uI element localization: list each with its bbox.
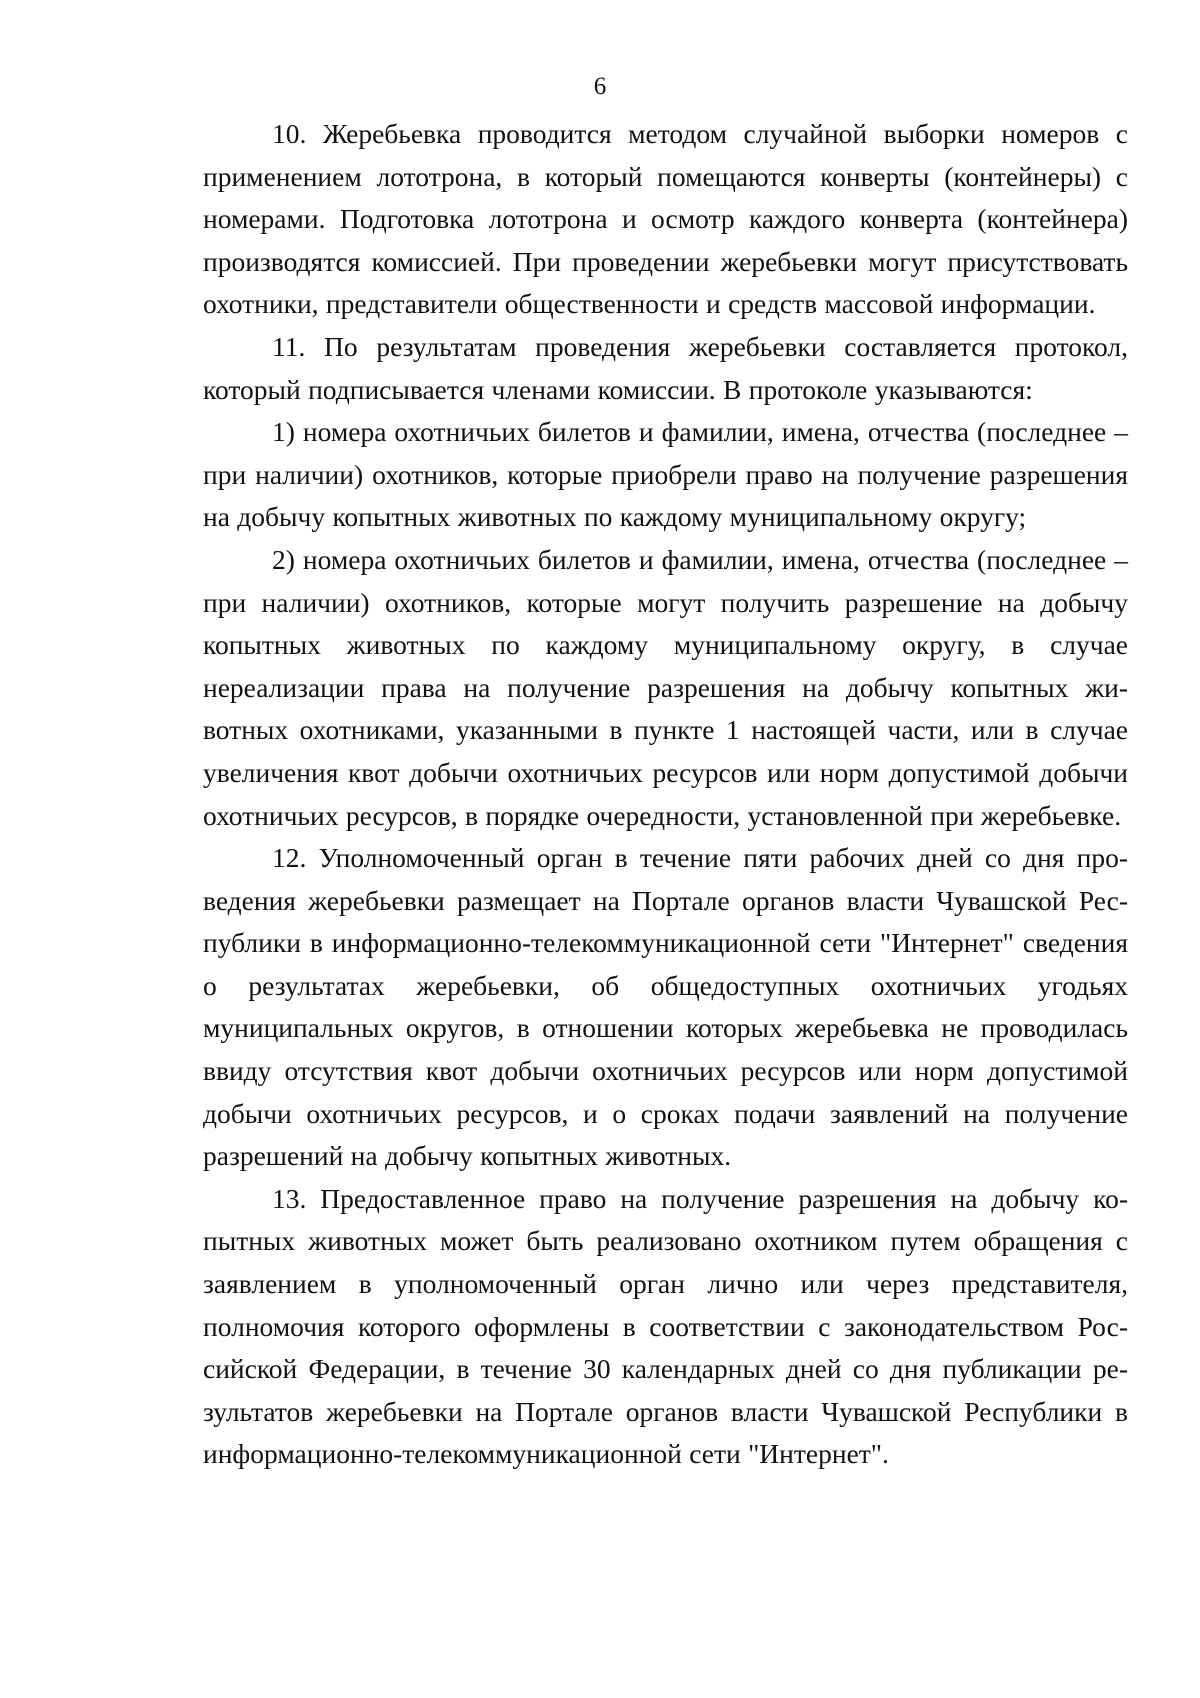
paragraph-11-item-1: 1) номера охотничьих билетов и фамилии, имена, отчества (последнее – при наличии) охотников, которые приобрели право на получение разрешения на добычу копытных животных по каждому муниципальному округу; <box>203 416 1128 533</box>
paragraph-13: 13. Предоставленное право на получение разрешения на добычу копытных животных может быть реализовано охотником путем обращения с заявлением в уполномоченный орган лично или через представителя, полномочия которого оформлены в соответствии с законодательством Российской Федерации, в течение 30 календарных дней со дня публикации результатов жеребьевки на Портале органов власти Чувашской Республики в информационно-телекоммуникационной сети "Интернет". <box>203 1182 1128 1470</box>
paragraph-11: 11. По результатам проведения жеребьевки составляется протокол, который подписывается членами комиссии. В протоколе указываются: <box>203 330 1128 405</box>
paragraph-11-item-2: 2) номера охотничьих билетов и фамилии, имена, отчества (последнее – при наличии) охотников, которые могут получить разрешение на добычу копытных животных по каждому муниципальному округу, в случае нереализации права на получение разрешения на добычу копытных животных охотниками, указанными в пункте 1 настоящей части, или в случае увеличения квот добычи охотничьих ресурсов или норм допустимой добычи охотничьих ресурсов, в порядке очередности, установленной при жеребьевке. <box>203 543 1128 831</box>
document-body <box>203 113 1128 1476</box>
paragraph-10: 10. Жеребьевка проводится методом случайной выборки номеров с применением лототрона, в который помещаются конверты (контейнеры) с номерами. Подготовка лототрона и осмотр каждого конверта (контейнера) производятся комиссией. При проведении жеребьевки могут присутствовать охотники, представители общественности и средств массовой информации. <box>203 118 1128 320</box>
paragraph-12: 12. Уполномоченный орган в течение пяти рабочих дней со дня проведения жеребьевки размещает на Портале органов власти Чувашской Республики в информационно-телекоммуникационной сети "Интернет" сведения о результатах жеребьевки, об общедоступных охотничьих угодьях муниципальных округов, в отношении которых жеребьевка не проводилась ввиду отсутствия квот добычи охотничьих ресурсов или норм допустимой добычи охотничьих ресурсов, и о сроках подачи заявлений на получение разрешений на добычу копытных животных. <box>203 842 1128 1172</box>
page-number: 6 <box>593 73 607 100</box>
